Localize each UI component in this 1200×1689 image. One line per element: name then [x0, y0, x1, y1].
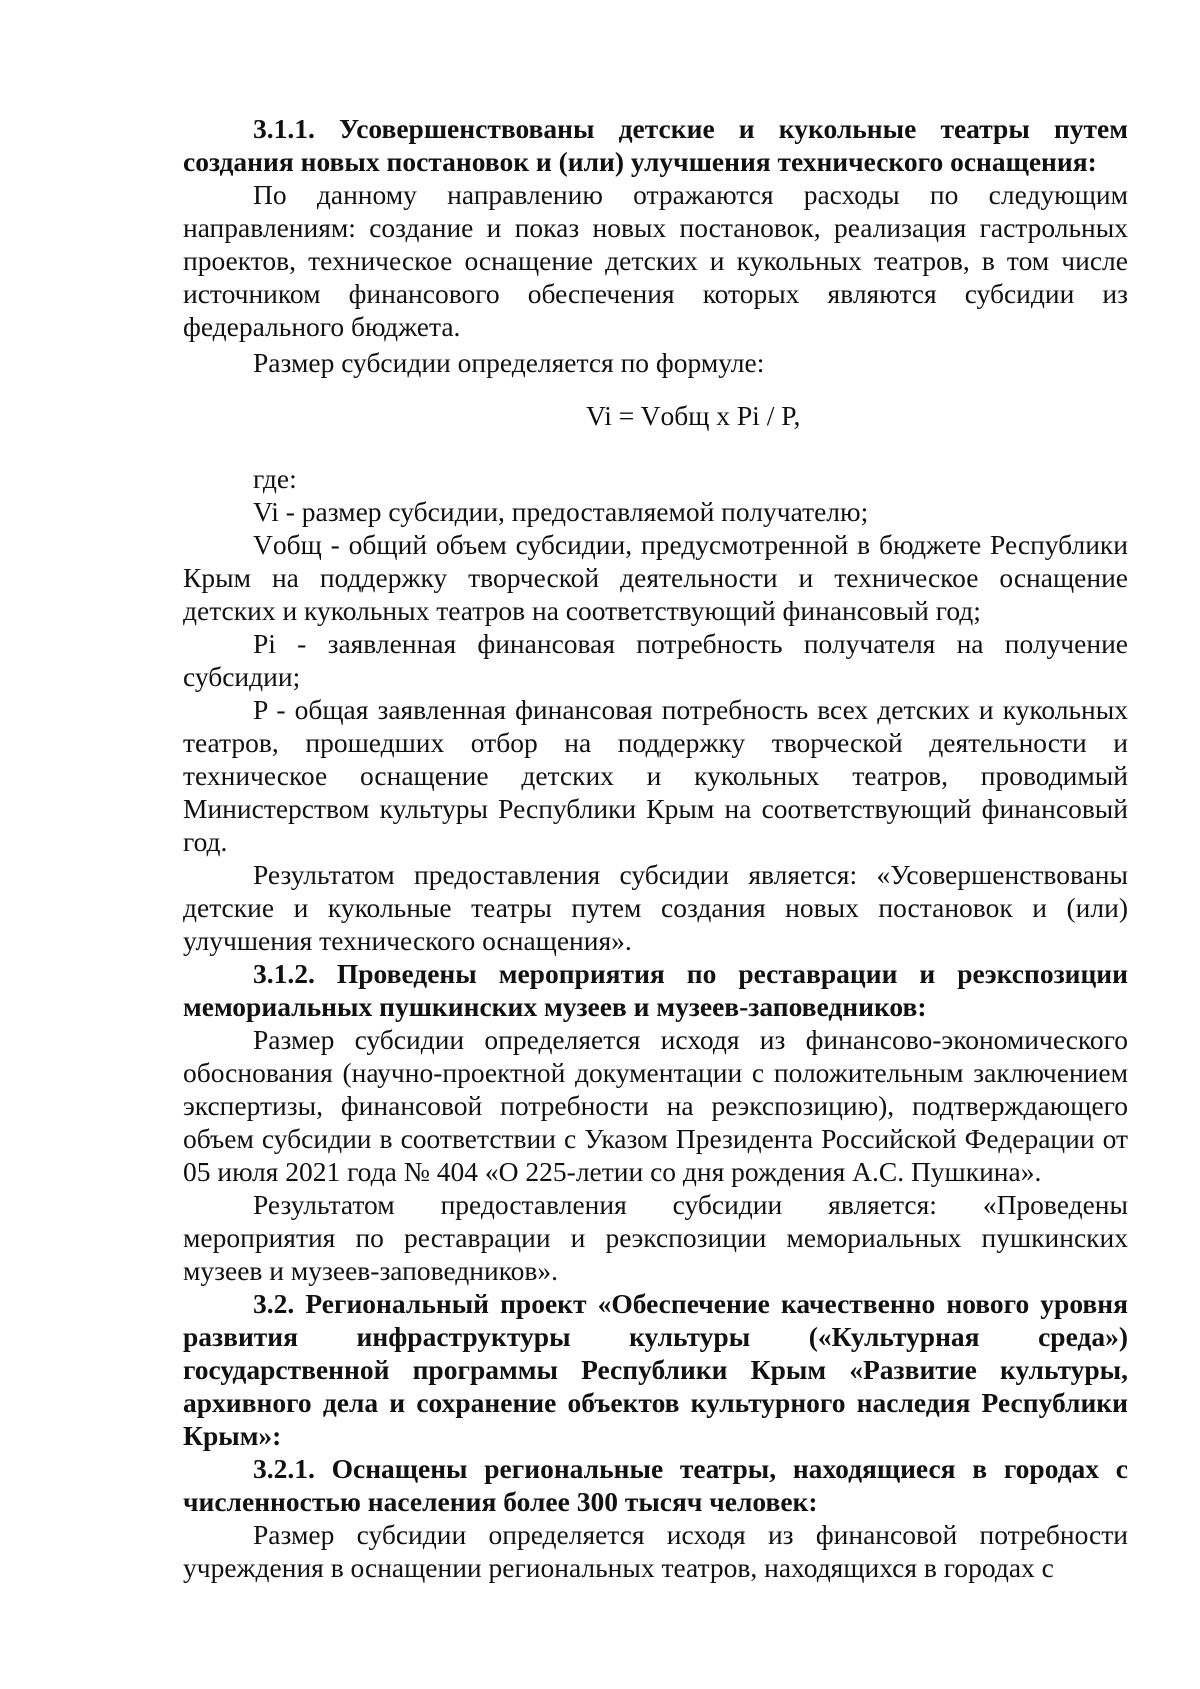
paragraph-where: где:: [253, 463, 297, 494]
paragraph-subsidy-size-3-1-2: Размер субсидии определяется исходя из финансово-экономического обоснования (научно-проектной документации с положительным заключением экспертизы, финансовой потребности на реэкспозицию), подтверждающего объем субсидии в соответствии с Указом Президента Российской Федерации от 05 июля 2021 года № 404 «О 225-летии со дня рождения А.С. Пушкина».: [183, 1024, 1128, 1187]
paragraph-formula-intro: Размер субсидии определяется по формуле:: [253, 347, 765, 378]
heading-3-1-2: 3.1.2. Проведены мероприятия по реставрации и реэкспозиции мемориальных пушкинских музеев и музеев-заповедников:: [183, 958, 1128, 1022]
definition-pi: Pi - заявленная финансовая потребность получателя на получение субсидии;: [183, 628, 1128, 692]
paragraph-directions: По данному направлению отражаются расходы по следующим направлениям: создание и показ новых постановок, реализация гастрольных проектов, техническое оснащение детских и кукольных театров, в том числе источником финансового обеспечения которых являются субсидии из федерального бюджета.: [183, 179, 1128, 342]
result-3-1-2: Результатом предоставления субсидии является: «Проведены мероприятия по реставрации и реэкспозиции мемориальных пушкинских музеев и музеев-заповедников».: [183, 1189, 1128, 1286]
page-body: [183, 112, 1128, 1584]
heading-3-1-1: 3.1.1. Усовершенствованы детские и кукольные театры путем создания новых постановок и (или) улучшения технического оснащения:: [183, 113, 1128, 177]
paragraph-subsidy-size-3-2-1: Размер субсидии определяется исходя из финансовой потребности учреждения в оснащении региональных театров, находящихся в городах с: [183, 1519, 1128, 1583]
definition-p: P - общая заявленная финансовая потребность всех детских и кукольных театров, прошедших отбор на поддержку творческой деятельности и техническое оснащение детских и кукольных театров, проводимый Министерством культуры Республики Крым на соответствующий финансовый год.: [183, 694, 1128, 857]
result-3-1-1: Результатом предоставления субсидии является: «Усовершенствованы детские и кукольные театры путем создания новых постановок и (или) улучшения технического оснащения».: [183, 859, 1128, 956]
definition-vi: Vi - размер субсидии, предоставляемой получателю;: [253, 496, 869, 527]
heading-3-2-1: 3.2.1. Оснащены региональные театры, находящиеся в городах с численностью населения более 300 тысяч человек:: [183, 1453, 1128, 1517]
formula: Vi = Vобщ x Pi / P,: [586, 400, 801, 431]
heading-3-2: 3.2. Региональный проект «Обеспечение качественно нового уровня развития инфраструктуры культуры («Культурная среда») государственной программы Республики Крым «Развитие культуры, архивного дела и сохранение объектов культурного наследия Республики Крым»:: [183, 1288, 1128, 1451]
definition-vobsch: Vобщ - общий объем субсидии, предусмотренной в бюджете Республики Крым на поддержку творческой деятельности и техническое оснащение детских и кукольных театров на соответствующий финансовый год;: [183, 529, 1128, 626]
